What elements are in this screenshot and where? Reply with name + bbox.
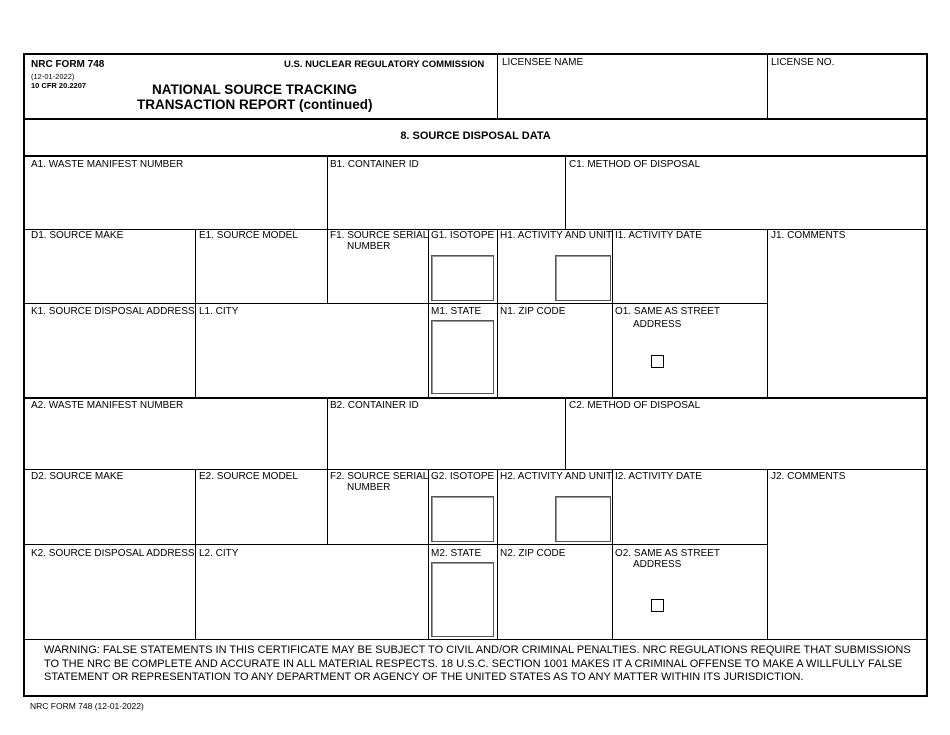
divider: [195, 545, 196, 639]
same-address-label-1a: O1. SAME AS STREET: [615, 306, 721, 317]
state-label-2: M2. STATE: [431, 548, 482, 559]
divider: [24, 639, 927, 640]
disposal-address-label-1: K1. SOURCE DISPOSAL ADDRESS: [31, 306, 195, 317]
unit-select-2[interactable]: [555, 496, 611, 542]
serial-label-2a: F2. SOURCE SERIAL: [330, 471, 429, 482]
license-no-field[interactable]: [769, 70, 926, 118]
method-field-2[interactable]: [567, 413, 926, 467]
source-model-label-1: E1. SOURCE MODEL: [199, 230, 298, 241]
disposal-address-field-1[interactable]: [26, 319, 194, 395]
divider: [24, 118, 927, 120]
serial-field-1[interactable]: [329, 254, 427, 302]
activity-date-field-2[interactable]: [614, 484, 766, 543]
serial-label-2b: NUMBER: [347, 482, 391, 493]
serial-label-1b: NUMBER: [347, 241, 391, 252]
activity-date-field-1[interactable]: [614, 243, 766, 302]
divider: [24, 303, 768, 304]
city-field-2[interactable]: [197, 561, 427, 637]
isotope-select-2[interactable]: [431, 496, 494, 542]
divider: [195, 304, 196, 397]
comments-field-1[interactable]: [769, 243, 926, 395]
divider: [497, 54, 498, 119]
divider: [195, 230, 196, 304]
cfr-reference: 10 CFR 20.2207: [31, 81, 87, 90]
method-field-1[interactable]: [567, 172, 926, 227]
form-date: (12-01-2022): [31, 72, 75, 81]
container-id-label-1: B1. CONTAINER ID: [330, 159, 419, 170]
footer-form-id: NRC FORM 748 (12-01-2022): [30, 701, 144, 711]
divider: [327, 157, 328, 229]
divider: [24, 544, 768, 545]
source-make-field-1[interactable]: [26, 243, 194, 302]
same-address-label-2a: O2. SAME AS STREET: [615, 548, 721, 559]
waste-manifest-field-1[interactable]: [26, 172, 326, 227]
activity-unit-label-1: H1. ACTIVITY AND UNIT: [500, 230, 613, 241]
form-title-line1: NATIONAL SOURCE TRACKING: [152, 82, 357, 97]
method-label-2: C2. METHOD OF DISPOSAL: [569, 400, 701, 411]
same-address-checkbox-2[interactable]: [651, 599, 664, 612]
divider: [24, 155, 927, 157]
city-label-2: L2. CITY: [199, 548, 239, 559]
divider: [612, 230, 613, 397]
source-make-label-1: D1. SOURCE MAKE: [31, 230, 124, 241]
container-id-field-1[interactable]: [329, 172, 564, 227]
source-make-field-2[interactable]: [26, 484, 194, 543]
same-address-checkbox-1[interactable]: [651, 355, 664, 368]
licensee-name-label: LICENSEE NAME: [502, 57, 584, 68]
section-title: 8. SOURCE DISPOSAL DATA: [400, 130, 551, 142]
same-address-label-1b: ADDRESS: [633, 319, 682, 330]
disposal-address-field-2[interactable]: [26, 561, 194, 637]
licensee-name-field[interactable]: [499, 70, 766, 118]
divider: [497, 230, 498, 397]
zip-label-2: N2. ZIP CODE: [500, 548, 566, 559]
form-title-line2: TRANSACTION REPORT (continued): [137, 97, 373, 112]
isotope-label-1: G1. ISOTOPE: [431, 230, 495, 241]
form-number: NRC FORM 748: [31, 59, 105, 70]
divider: [327, 470, 328, 545]
serial-label-1a: F1. SOURCE SERIAL: [330, 230, 429, 241]
city-label-1: L1. CITY: [199, 306, 239, 317]
divider: [327, 230, 328, 304]
comments-label-1: J1. COMMENTS: [771, 230, 846, 241]
source-model-field-2[interactable]: [197, 484, 326, 543]
serial-field-2[interactable]: [329, 495, 427, 543]
state-select-1[interactable]: [431, 320, 494, 394]
source-make-label-2: D2. SOURCE MAKE: [31, 471, 124, 482]
activity-date-label-2: I2. ACTIVITY DATE: [615, 471, 702, 482]
divider: [767, 54, 768, 119]
zip-label-1: N1. ZIP CODE: [500, 306, 566, 317]
waste-manifest-label-1: A1. WASTE MANIFEST NUMBER: [31, 159, 184, 170]
divider: [428, 470, 429, 639]
container-id-field-2[interactable]: [329, 413, 564, 467]
method-label-1: C1. METHOD OF DISPOSAL: [569, 159, 701, 170]
divider: [497, 470, 498, 639]
comments-label-2: J2. COMMENTS: [771, 471, 846, 482]
activity-field-2[interactable]: [500, 496, 553, 542]
activity-date-label-1: I1. ACTIVITY DATE: [615, 230, 702, 241]
activity-unit-label-2: H2. ACTIVITY AND UNIT: [500, 471, 613, 482]
same-address-label-2b: ADDRESS: [633, 559, 682, 570]
zip-field-1[interactable]: [499, 319, 611, 395]
divider: [428, 230, 429, 397]
container-id-label-2: B2. CONTAINER ID: [330, 400, 419, 411]
state-select-2[interactable]: [431, 562, 494, 637]
divider: [565, 157, 566, 229]
agency-name: U.S. NUCLEAR REGULATORY COMMISSION: [284, 59, 485, 70]
divider: [327, 399, 328, 469]
zip-field-2[interactable]: [499, 561, 611, 637]
divider: [767, 230, 768, 397]
waste-manifest-field-2[interactable]: [26, 413, 326, 467]
state-label-1: M1. STATE: [431, 306, 482, 317]
isotope-label-2: G2. ISOTOPE: [431, 471, 495, 482]
disposal-address-label-2: K2. SOURCE DISPOSAL ADDRESS: [31, 548, 195, 559]
activity-field-1[interactable]: [500, 255, 553, 301]
divider: [565, 399, 566, 469]
warning-text: WARNING: FALSE STATEMENTS IN THIS CERTIFICATE MAY BE SUBJECT TO CIVIL AND/OR CRIMINAL PENALTIES. NRC REGULATIONS REQUIRE THAT SUBMISSIONS TO THE NRC BE COMPLETE AND ACCURATE IN ALL MATERIAL RESPECTS. 18 U.S.C. SECTION 1001 MAKES IT A CRIMINAL OFFENSE TO MAKE A WILLFULLY FALSE STATEMENT OR REPRESENTATION TO ANY DEPARTMENT OR AGENCY OF THE UNITED STATES AS TO ANY MATTER WITHIN ITS JURISDICTION.: [44, 644, 911, 683]
source-model-label-2: E2. SOURCE MODEL: [199, 471, 298, 482]
unit-select-1[interactable]: [555, 255, 611, 301]
divider: [767, 470, 768, 639]
divider: [24, 397, 927, 399]
waste-manifest-label-2: A2. WASTE MANIFEST NUMBER: [31, 400, 184, 411]
source-model-field-1[interactable]: [197, 243, 326, 302]
license-no-label: LICENSE NO.: [771, 57, 835, 68]
divider: [195, 470, 196, 545]
divider: [612, 470, 613, 639]
isotope-select-1[interactable]: [431, 255, 494, 301]
comments-field-2[interactable]: [769, 484, 926, 637]
city-field-1[interactable]: [197, 319, 427, 395]
divider: [24, 469, 927, 470]
